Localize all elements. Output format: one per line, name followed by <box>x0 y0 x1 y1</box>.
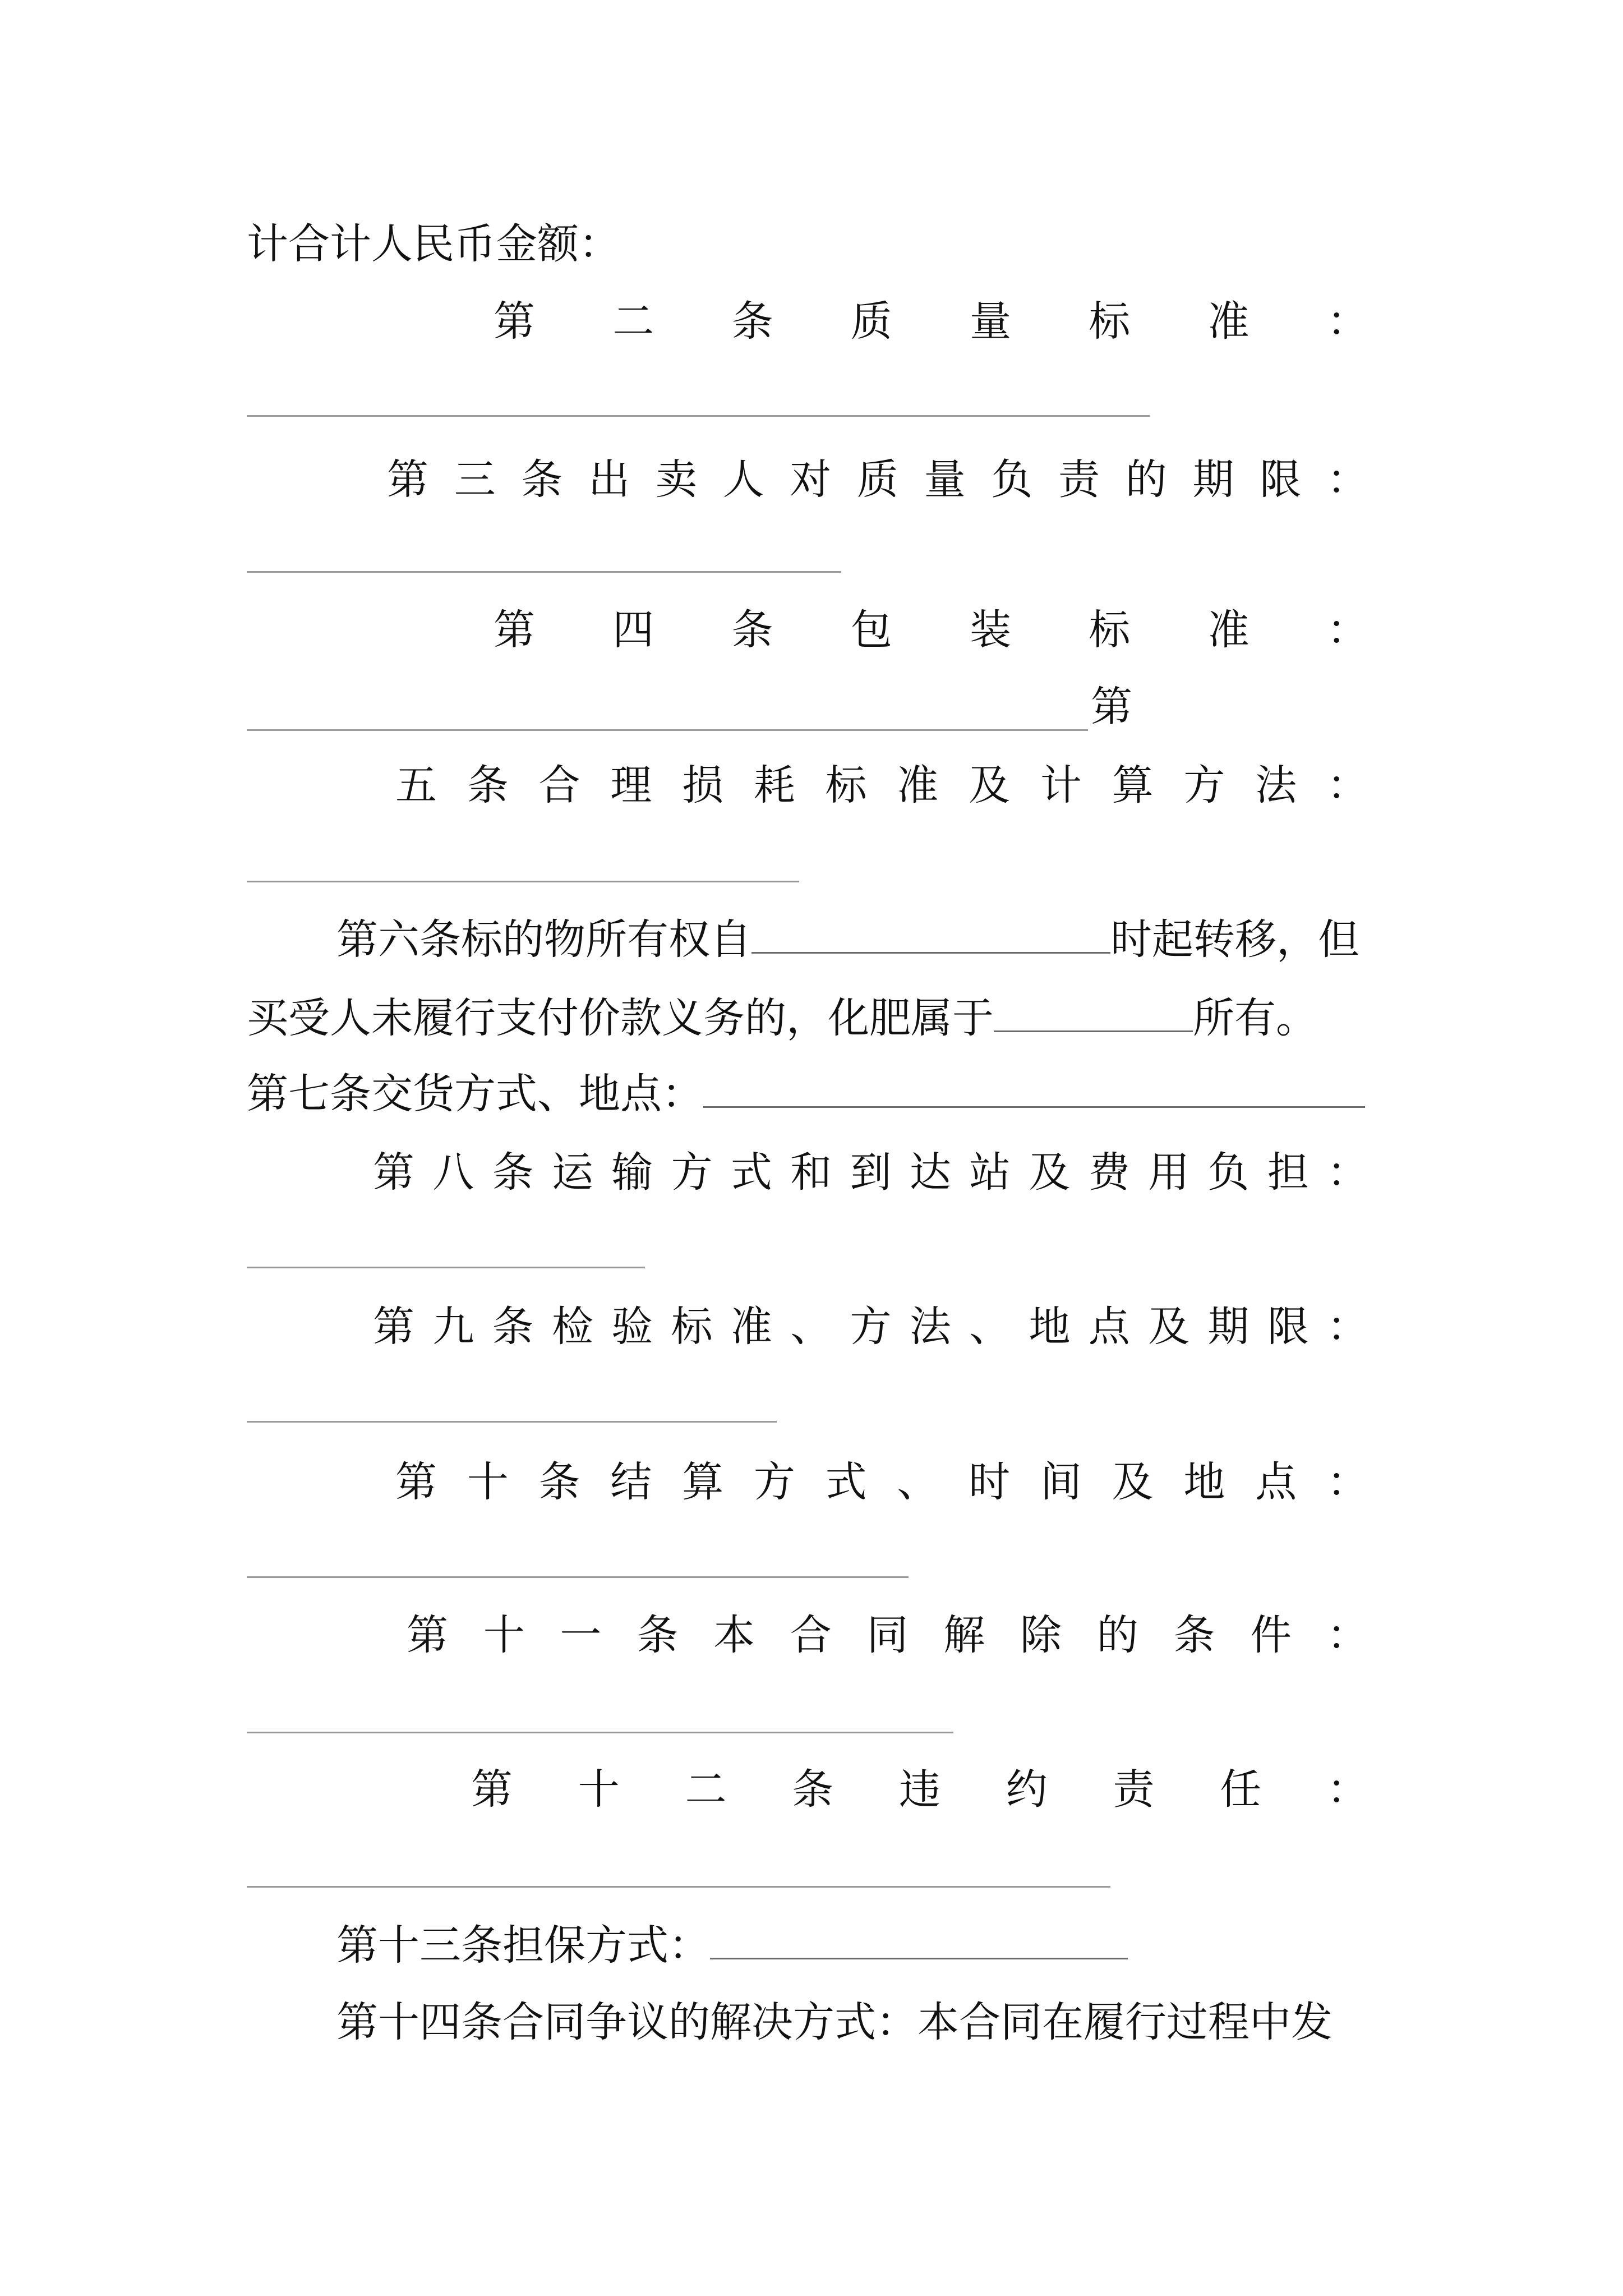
heading-char: 五 <box>395 761 437 809</box>
heading-char: 点 <box>1088 1303 1130 1351</box>
heading-char: 三 <box>454 455 496 504</box>
heading-char: 准 <box>1207 297 1249 346</box>
heading-char: 负 <box>991 455 1033 504</box>
heading-char: 计 <box>1040 761 1082 809</box>
article-4-blank[interactable] <box>247 729 1088 731</box>
heading-char: 担 <box>1267 1148 1309 1197</box>
article-7-line <box>247 1069 1365 1119</box>
heading-char: 方 <box>671 1148 713 1197</box>
article-9-heading <box>373 1301 1368 1352</box>
heading-char: 人 <box>722 455 764 504</box>
article-7-text: 第七条交货方式、地点： <box>247 1070 703 1118</box>
heading-char: 准 <box>730 1303 772 1351</box>
article-6-text-c: 买受人未履行支付价款义务的，化肥属于 <box>247 994 994 1042</box>
total-amount-line: 计合计人民币金额： <box>247 220 620 268</box>
heading-char: 条 <box>538 1458 580 1506</box>
heading-char: ： <box>1326 606 1368 654</box>
heading-char: 八 <box>432 1148 474 1197</box>
article-3-heading <box>387 454 1368 505</box>
heading-char: 同 <box>866 1611 909 1659</box>
heading-char: 输 <box>611 1148 653 1197</box>
heading-char: 九 <box>432 1303 474 1351</box>
article-6-blank-owner[interactable] <box>994 997 1193 1032</box>
article-10-heading <box>395 1457 1368 1507</box>
heading-char: 站 <box>969 1148 1011 1197</box>
heading-char: 及 <box>969 761 1011 809</box>
heading-char: 出 <box>588 455 630 504</box>
article-6-text-a: 第六条标的物所有权自 <box>336 915 751 964</box>
article-8-blank[interactable] <box>247 1267 645 1268</box>
heading-char: 第 <box>373 1148 414 1197</box>
heading-char: 到 <box>850 1148 892 1197</box>
heading-char: 损 <box>682 761 724 809</box>
heading-char: 和 <box>790 1148 832 1197</box>
article-5-start-char: 第 <box>1091 683 1132 731</box>
article-11-blank[interactable] <box>247 1732 953 1733</box>
heading-char: 除 <box>1020 1611 1062 1659</box>
heading-char: ： <box>1327 1611 1368 1659</box>
heading-char: 十 <box>467 1458 509 1506</box>
heading-char: 期 <box>1192 455 1234 504</box>
heading-char: 理 <box>610 761 652 809</box>
heading-char: 限 <box>1267 1303 1309 1351</box>
heading-char: 算 <box>1112 761 1154 809</box>
article-5-heading <box>395 760 1368 811</box>
heading-char: 对 <box>790 455 832 504</box>
heading-char: 标 <box>825 761 867 809</box>
heading-char: ： <box>1326 1458 1368 1506</box>
article-13-text: 第十三条担保方式： <box>336 1921 710 1970</box>
heading-char: 法 <box>909 1303 951 1351</box>
heading-char: 的 <box>1096 1611 1138 1659</box>
heading-char: 量 <box>970 297 1012 346</box>
article-6-text-b: 时起转移，但 <box>1110 915 1359 964</box>
article-8-heading <box>373 1147 1368 1198</box>
heading-char: 方 <box>1183 761 1225 809</box>
article-5-blank[interactable] <box>247 881 799 882</box>
heading-char: 及 <box>1029 1148 1071 1197</box>
heading-char: 期 <box>1207 1303 1249 1351</box>
heading-char: 用 <box>1148 1148 1190 1197</box>
heading-char: 法 <box>1255 761 1297 809</box>
heading-char: 条 <box>492 1148 534 1197</box>
heading-char: 第 <box>407 1611 448 1659</box>
heading-char: 运 <box>551 1148 593 1197</box>
heading-char: 点 <box>1255 1458 1297 1506</box>
heading-char: 间 <box>1040 1458 1082 1506</box>
heading-char: 解 <box>943 1611 985 1659</box>
heading-char: 条 <box>792 1765 834 1814</box>
heading-char: 耗 <box>753 761 795 809</box>
article-6-blank-time[interactable] <box>751 918 1110 954</box>
heading-char: 地 <box>1183 1458 1225 1506</box>
heading-char: 违 <box>899 1765 940 1814</box>
heading-char: 条 <box>467 761 509 809</box>
heading-char: 标 <box>671 1303 713 1351</box>
heading-char: 十 <box>578 1765 620 1814</box>
heading-char: 卖 <box>655 455 697 504</box>
heading-char: 包 <box>850 606 892 654</box>
heading-char: 式 <box>825 1458 867 1506</box>
heading-char: 准 <box>897 761 939 809</box>
heading-char: 准 <box>1207 606 1249 654</box>
heading-char: 式 <box>730 1148 772 1197</box>
heading-char: 合 <box>790 1611 832 1659</box>
heading-char: 质 <box>850 297 892 346</box>
heading-char: 约 <box>1006 1765 1048 1814</box>
heading-char: 第 <box>471 1765 513 1814</box>
heading-char: ： <box>1327 1303 1368 1351</box>
heading-char: 限 <box>1260 455 1302 504</box>
heading-char: 及 <box>1112 1458 1154 1506</box>
heading-char: 第 <box>373 1303 414 1351</box>
heading-char: 责 <box>1113 1765 1155 1814</box>
heading-char: 任 <box>1220 1765 1262 1814</box>
heading-char: 及 <box>1148 1303 1190 1351</box>
heading-char: ： <box>1327 1765 1368 1814</box>
heading-char: 四 <box>612 606 654 654</box>
heading-char: 验 <box>611 1303 653 1351</box>
heading-char: ： <box>1326 761 1368 809</box>
heading-char: 条 <box>1173 1611 1215 1659</box>
article-7-blank[interactable] <box>703 1073 1365 1108</box>
article-3-blank[interactable] <box>247 571 841 573</box>
heading-char: 时 <box>969 1458 1011 1506</box>
article-13-blank[interactable] <box>710 1924 1128 1959</box>
heading-char: 结 <box>610 1458 652 1506</box>
heading-char: 地 <box>1029 1303 1071 1351</box>
heading-char: 件 <box>1250 1611 1292 1659</box>
article-2-blank[interactable] <box>247 415 1150 417</box>
article-12-heading <box>471 1764 1368 1815</box>
heading-char: 、 <box>790 1303 832 1351</box>
heading-char: 费 <box>1088 1148 1130 1197</box>
heading-char: 条 <box>521 455 563 504</box>
heading-char: 检 <box>551 1303 593 1351</box>
heading-char: 二 <box>612 297 654 346</box>
heading-char: 合 <box>538 761 580 809</box>
article-2-heading <box>494 296 1368 347</box>
heading-char: 责 <box>1058 455 1100 504</box>
article-11-heading <box>407 1610 1368 1660</box>
heading-char: 装 <box>970 606 1012 654</box>
heading-char: 标 <box>1089 606 1131 654</box>
heading-char: ： <box>1326 455 1368 504</box>
heading-char: 、 <box>897 1458 939 1506</box>
heading-char: 达 <box>909 1148 951 1197</box>
heading-char: ： <box>1327 1148 1368 1197</box>
heading-char: 条 <box>492 1303 534 1351</box>
heading-char: 第 <box>387 455 428 504</box>
article-12-blank[interactable] <box>247 1886 1110 1888</box>
heading-char: 一 <box>560 1611 602 1659</box>
heading-char: 二 <box>685 1765 727 1814</box>
heading-char: 条 <box>637 1611 679 1659</box>
heading-char: 第 <box>395 1458 437 1506</box>
article-6-line-1 <box>336 914 1359 965</box>
heading-char: ： <box>1326 297 1368 346</box>
article-13-line <box>336 1920 1128 1971</box>
heading-char: 质 <box>856 455 898 504</box>
heading-char: 条 <box>731 297 773 346</box>
heading-char: 十 <box>483 1611 525 1659</box>
heading-char: 第 <box>494 297 535 346</box>
heading-char: 本 <box>713 1611 755 1659</box>
article-9-blank[interactable] <box>247 1421 777 1423</box>
heading-char: 条 <box>731 606 773 654</box>
heading-char: 方 <box>753 1458 795 1506</box>
heading-char: 量 <box>924 455 966 504</box>
heading-char: 标 <box>1089 297 1131 346</box>
heading-char: 负 <box>1207 1148 1249 1197</box>
article-14-line: 第十四条合同争议的解决方式：本合同在履行过程中发 <box>336 1998 1332 2046</box>
heading-char: 方 <box>850 1303 892 1351</box>
heading-char: 第 <box>494 606 535 654</box>
article-10-blank[interactable] <box>247 1576 909 1578</box>
article-6-line-2 <box>247 993 1317 1043</box>
heading-char: 算 <box>682 1458 724 1506</box>
article-4-heading <box>494 605 1368 655</box>
heading-char: 的 <box>1125 455 1167 504</box>
article-6-text-d: 所有。 <box>1193 994 1317 1042</box>
heading-char: 、 <box>969 1303 1011 1351</box>
